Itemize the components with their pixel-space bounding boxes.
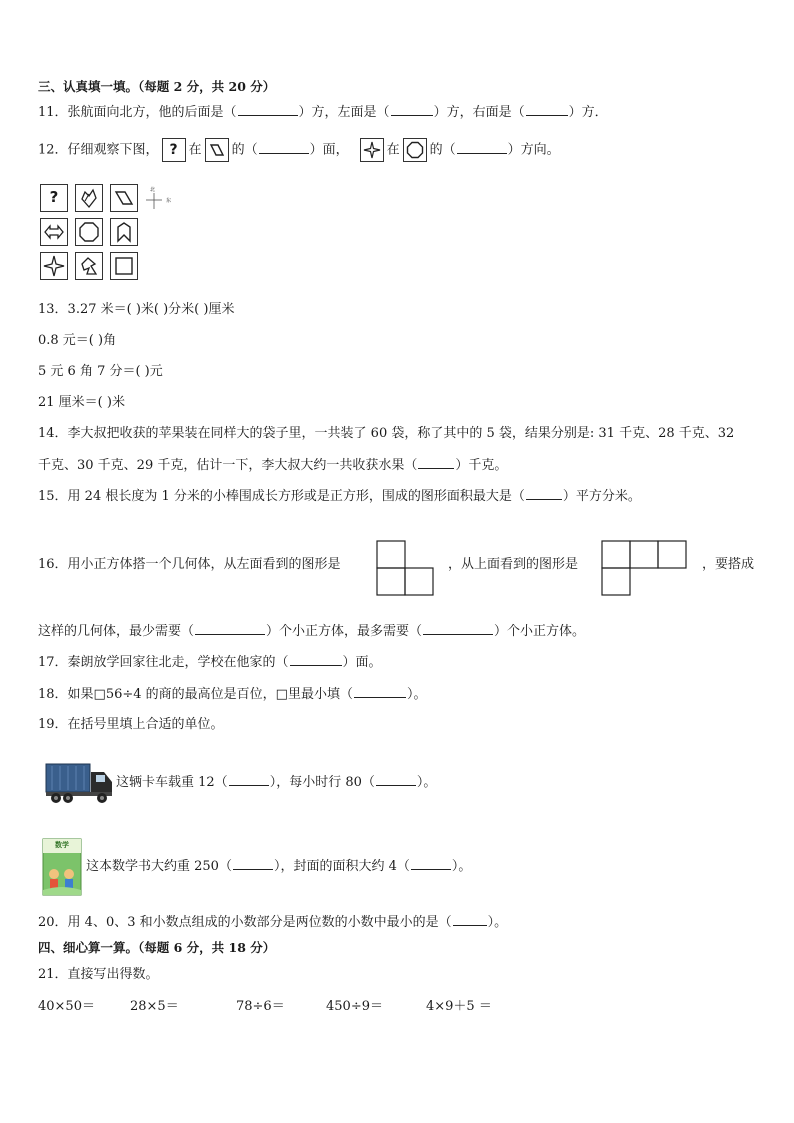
question-mark-box: ? xyxy=(162,138,186,162)
question-16-line-1: 16．用小正方体搭一个几何体，从左面看到的图形是 xyxy=(38,557,341,572)
top-view-figure xyxy=(601,540,691,596)
answer-blank[interactable] xyxy=(376,773,416,786)
answer-blank[interactable] xyxy=(229,773,269,786)
truck-icon xyxy=(44,760,116,806)
bookmark-icon xyxy=(110,218,138,246)
question-19-truck: 这辆卡车载重 12（ ），每小时行 80（ ）。 xyxy=(116,775,437,790)
answer-blank[interactable] xyxy=(354,685,406,698)
answer-blank[interactable] xyxy=(411,857,451,870)
compass-north-label: 北 xyxy=(150,187,156,193)
section-4-heading: 四、细心算一算。（每题 6 分，共 18 分） xyxy=(38,940,276,955)
question-15: 15．用 24 根长度为 1 分米的小棒围成长方形或是正方形，围成的图形面积最大是（ ）平方分米。 xyxy=(38,489,641,504)
answer-blank[interactable] xyxy=(526,487,562,500)
calc-item-2: 28×5＝ xyxy=(130,999,179,1014)
compass-rose xyxy=(142,187,170,213)
question-19: 19．在括号里填上合适的单位。 xyxy=(38,717,224,732)
math-book-icon xyxy=(42,838,82,896)
compass-east-label: 东 xyxy=(166,198,172,204)
question-13-line-2: 0.8 元＝( )角 xyxy=(38,333,117,348)
question-16-mid: ，从上面看到的图形是 xyxy=(448,557,579,572)
answer-blank[interactable] xyxy=(233,857,273,870)
answer-blank[interactable] xyxy=(290,653,342,666)
question-13-line-1: 13．3.27 米＝( )米( )分米( )厘米 xyxy=(38,302,235,317)
answer-blank[interactable] xyxy=(526,103,568,116)
four-point-star-icon xyxy=(40,252,68,280)
question-17: 17．秦朗放学回家往北走，学校在他家的（ ）面。 xyxy=(38,655,382,670)
question-14-line-1: 14．李大叔把收获的苹果装在同样大的袋子里，一共装了 60 袋，称了其中的 5 袋，结果分别是: 31 千克、28 千克、32 xyxy=(38,426,735,441)
answer-blank[interactable] xyxy=(195,622,265,635)
calc-item-4: 450÷9＝ xyxy=(326,999,383,1014)
question-19-book: 这本数学书大约重 250（ ），封面的面积大约 4（ ）。 xyxy=(86,859,472,874)
calc-item-3: 78÷6＝ xyxy=(236,999,285,1014)
answer-blank[interactable] xyxy=(457,141,507,154)
question-11: 11．张航面向北方，他的后面是（ ）方，左面是（ ）方，右面是（ ）方． xyxy=(38,105,608,120)
double-arrow-icon xyxy=(40,218,68,246)
answer-blank[interactable] xyxy=(418,456,454,469)
question-13-line-4: 21 厘米＝( )米 xyxy=(38,395,125,410)
question-16-line-2: 这样的几何体，最少需要（ ）个小正方体，最多需要（ ）个小正方体。 xyxy=(38,624,586,639)
hook-shape-icon xyxy=(75,252,103,280)
heart-arrow-icon xyxy=(75,184,103,212)
book-title: 数学 xyxy=(55,841,69,849)
question-21: 21．直接写出得数。 xyxy=(38,967,159,982)
answer-blank[interactable] xyxy=(423,622,493,635)
question-14-line-2: 千克、30 千克、29 千克，估计一下，李大叔大约一共收获水果（ ）千克。 xyxy=(38,458,508,473)
square-icon xyxy=(110,252,138,280)
question-20: 20．用 4、0、3 和小数点组成的小数部分是两位数的小数中最小的是（ ）。 xyxy=(38,915,508,930)
question-13-line-3: 5 元 6 角 7 分＝( )元 xyxy=(38,364,163,379)
calc-item-1: 40×50＝ xyxy=(38,999,95,1014)
question-18: 18．如果□56÷4 的商的最高位是百位，□里最小填（ ）。 xyxy=(38,687,427,702)
section-3-heading: 三、认真填一填。（每题 2 分，共 20 分） xyxy=(38,79,276,94)
answer-blank[interactable] xyxy=(238,103,298,116)
four-point-star-icon xyxy=(360,138,384,162)
answer-blank[interactable] xyxy=(259,141,309,154)
parallelogram-icon xyxy=(110,184,138,212)
answer-blank[interactable] xyxy=(453,913,487,926)
question-16-end: ，要搭成 xyxy=(702,557,755,572)
question-mark-box: ? xyxy=(40,184,68,212)
calc-item-5: 4×9＋5 ＝ xyxy=(426,999,492,1014)
parallelogram-icon xyxy=(205,138,229,162)
octagon-icon xyxy=(75,218,103,246)
answer-blank[interactable] xyxy=(391,103,433,116)
octagon-icon xyxy=(403,138,427,162)
left-view-figure xyxy=(376,540,436,596)
question-12: 12．仔细观察下图， ? 在 的（ ）面， 在 的（ ）方向。 xyxy=(38,138,560,162)
